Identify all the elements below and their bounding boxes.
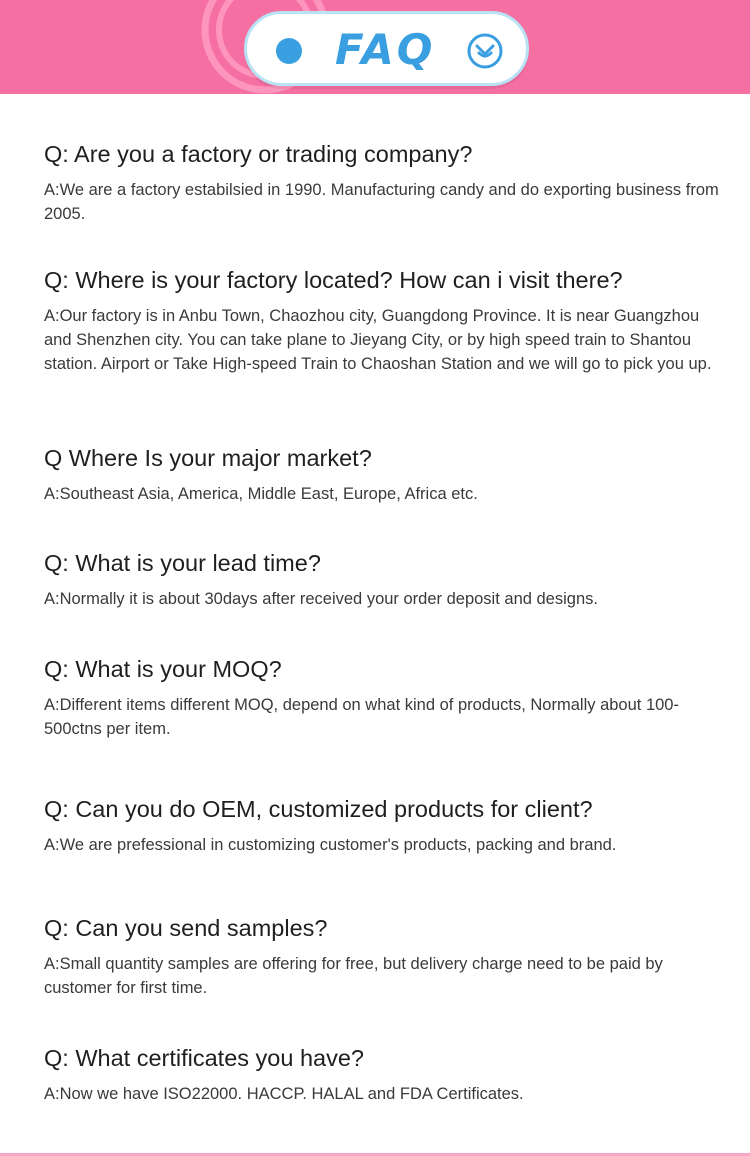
faq-answer: A:Different items different MOQ, depend on what kind of products, Normally about 100-500ctns per item. xyxy=(44,696,679,738)
faq-item xyxy=(44,140,724,226)
faq-answer: A:Southeast Asia, America, Middle East, Europe, Africa etc. xyxy=(44,485,478,503)
faq-answer: A:We are a factory estabilsied in 1990. Manufacturing candy and do exporting business from 2005. xyxy=(44,181,719,223)
faq-answer: A:Normally it is about 30days after received your order deposit and designs. xyxy=(44,590,598,608)
faq-question: Q: What is your lead time? xyxy=(44,550,321,576)
faq-question: Q: Where is your factory located? How can i visit there? xyxy=(44,267,623,293)
faq-question: Q: Can you send samples? xyxy=(44,915,328,941)
faq-answer: A:We are prefessional in customizing customer's products, packing and brand. xyxy=(44,836,617,854)
faq-question: Q: Are you a factory or trading company? xyxy=(44,141,473,167)
faq-item xyxy=(44,444,724,506)
faq-item xyxy=(44,795,724,857)
faq-banner xyxy=(0,0,750,94)
faq-question: Q: What certificates you have? xyxy=(44,1045,365,1071)
page-title: FAQ xyxy=(335,25,436,74)
faq-item xyxy=(44,655,724,741)
faq-item xyxy=(44,549,724,611)
dot-icon xyxy=(276,38,302,64)
faq-answer: A:Our factory is in Anbu Town, Chaozhou city, Guangdong Province. It is near Guangzhou and Shenzhen city. You can take plane to Jieyang City, or by high speed train to Shantou station. Airport or Take High-speed Train to Chaoshan Station and we will go to pick you up. xyxy=(44,307,712,373)
faq-question: Q: Can you do OEM, customized products for client? xyxy=(44,796,593,822)
faq-title-pill xyxy=(244,11,529,86)
faq-answer: A:Now we have ISO22000. HACCP. HALAL and FDA Certificates. xyxy=(44,1085,524,1103)
chevron-check-icon xyxy=(467,33,503,69)
faq-item xyxy=(44,1044,724,1106)
faq-item xyxy=(44,914,724,1000)
faq-question: Q Where Is your major market? xyxy=(44,445,372,471)
faq-item xyxy=(44,266,724,376)
faq-answer: A:Small quantity samples are offering for free, but delivery charge need to be paid by customer for first time. xyxy=(44,955,663,997)
faq-question: Q: What is your MOQ? xyxy=(44,656,282,682)
